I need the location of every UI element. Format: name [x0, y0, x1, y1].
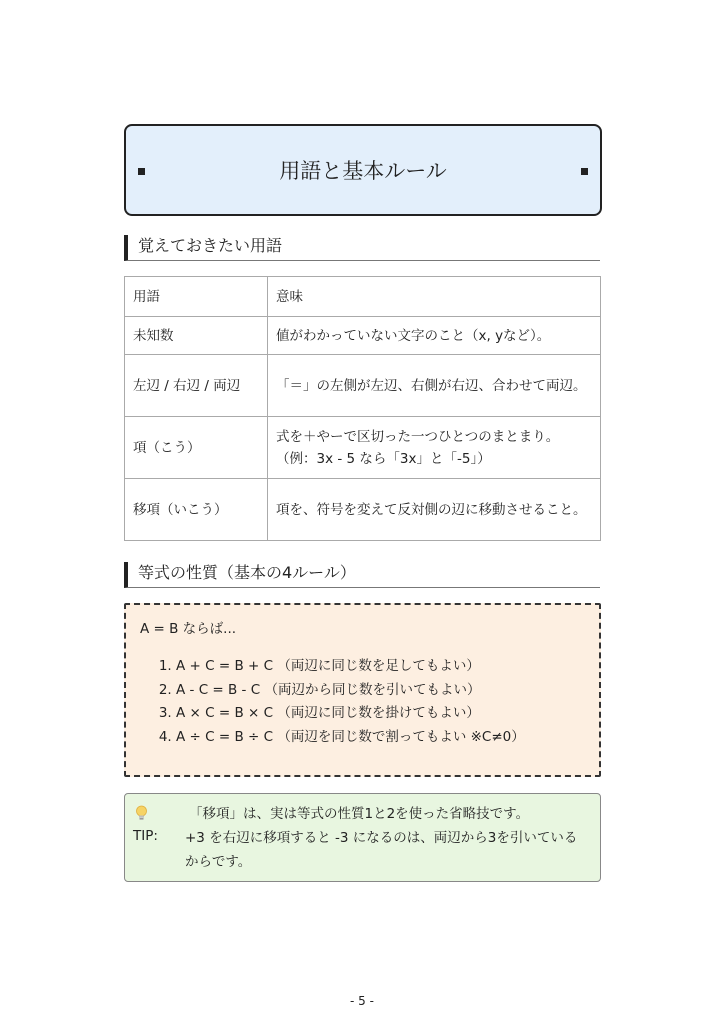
- table-row: [125, 355, 601, 417]
- page-number: - 5 -: [350, 994, 374, 1008]
- rule-item: 4. A ÷ C = B ÷ C （両辺を同じ数で割ってもよい ※C≠0）: [176, 726, 585, 750]
- rules-heading: 等式の性質（基本の4ルール）: [124, 562, 600, 588]
- term-cell: 未知数: [125, 317, 268, 355]
- table-row: [125, 479, 601, 541]
- lightbulb-icon: [135, 805, 148, 821]
- rule-item: 2. A - C = B - C （両辺から同じ数を引いてもよい）: [176, 679, 585, 703]
- table-header-row: [125, 277, 601, 317]
- term-cell: 左辺 / 右辺 / 両辺: [125, 355, 268, 417]
- tip-label: TIP:: [133, 828, 158, 844]
- terms-table: [124, 276, 601, 541]
- rules-list: [140, 655, 585, 749]
- page-title: 用語と基本ルール: [279, 159, 447, 183]
- table-row: [125, 317, 601, 355]
- tip-text: [185, 802, 589, 874]
- rule-item: 1. A + C = B + C （両辺に同じ数を足してもよい）: [176, 655, 585, 679]
- terms-heading: 覚えておきたい用語: [124, 235, 600, 261]
- rules-box: [124, 603, 601, 777]
- rules-intro: A = B ならば...: [140, 621, 237, 637]
- square-bullet-icon: [138, 168, 145, 175]
- tip-box: [124, 793, 601, 882]
- rule-item: 3. A × C = B × C （両辺に同じ数を掛けてもよい）: [176, 702, 585, 726]
- table-row: [125, 417, 601, 479]
- title-box: [124, 124, 602, 216]
- meaning-cell: 「＝」の左側が左辺、右側が右辺、合わせて両辺。: [268, 355, 601, 417]
- meaning-cell: 項を、符号を変えて反対側の辺に移動させること。: [268, 479, 601, 541]
- square-bullet-icon: [581, 168, 588, 175]
- tip-line: +3 を右辺に移項すると -3 になるのは、両辺から3を引いているからです。: [185, 830, 578, 870]
- meaning-cell: 値がわかっていない文字のこと（x, yなど）。: [268, 317, 601, 355]
- term-cell: 項（こう）: [125, 417, 268, 479]
- table-header-cell: 用語: [125, 277, 268, 317]
- table-header-cell: 意味: [268, 277, 601, 317]
- meaning-cell: 式を＋やーで区切った一つひとつのまとまり。（例：3x - 5 なら「3x」と「-5」）: [268, 417, 601, 479]
- tip-line: 「移項」は、実は等式の性質1と2を使った省略技です。: [189, 806, 530, 822]
- term-cell: 移項（いこう）: [125, 479, 268, 541]
